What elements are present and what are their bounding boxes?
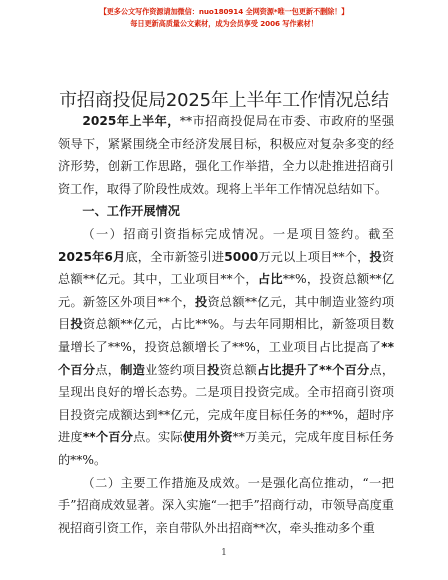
text-run-bold: 占比 [257, 272, 283, 287]
text-run: 资总额**亿元，其中制造业签约项目 [58, 294, 395, 332]
text-run: （一）招商引资指标完成情况。一是项目签约。截至 [82, 226, 394, 241]
intro-paragraph [58, 110, 394, 200]
text-run: **%，投资总额**亿元。新签区外项目**个， [58, 272, 395, 309]
paragraph-indicators [58, 223, 394, 472]
text-run-bold: 5000 [224, 249, 259, 264]
text-run: 资总额**亿元。其中，工业项目**个， [58, 249, 395, 287]
text-run: 点。实际 [133, 430, 183, 445]
text-run-bold: 投 [207, 362, 220, 377]
text-run-bold: 2025年6月 [58, 249, 126, 264]
intro-text: **市招商投促局在市委、市政府的坚强领导下，紧紧围绕全市经济发展目标，积极应对复杂多变的经济形势，创新工作思路，强化工作举措，全力以赴推进招商引资工作，取得了阶段性成效。现将上半年工作情况总结如下。 [58, 114, 395, 196]
text-run-bold: **个百分 [82, 430, 134, 445]
document-title: 市招商投促局2025年上半年工作情况总结 [59, 90, 389, 111]
text-run-bold: 投 [195, 294, 208, 309]
text-run: 资总额 [219, 362, 257, 377]
text-run-bold: 投 [369, 249, 382, 264]
text-run-bold: 占比提升了 [256, 362, 320, 377]
document-body [58, 110, 394, 539]
promo-banner-line-1: 【更多公文写作资源请加微信：nuo180914 全网资源*唯一包更新不删除！】 [99, 7, 349, 16]
text-run: 点，呈现出良好的增长态势。二是项目投资完成。全市招商引资项目投资完成额达到**亿元，完成年度目标任务的**%，超时序进度 [58, 362, 395, 445]
intro-lead: 2025年上半年， [82, 114, 180, 128]
text-run: 资总额**亿元，占比**%。与去年同期相比，新签项目数量增长了**%，投资总额增长了**%，工业项目占比提高了 [58, 317, 395, 354]
text-run: 业签约项目 [145, 362, 208, 377]
text-run-bold: **个百分 [319, 362, 370, 377]
promo-banner [0, 6, 448, 30]
text-run-bold: **个百分 [58, 339, 394, 377]
text-run: **万美元，完成年度目标任务的**%。 [58, 430, 395, 467]
text-run: 点， [95, 362, 121, 377]
promo-banner-line-2: 每日更新高质量公文素材，成为会员享受 2006 写作素材！ [130, 19, 318, 28]
paragraph-measures: （二）主要工作措施及成效。一是强化高位推动，“一把手”招商成效显著。深入实施“一把手”招商行动，市领导高度重视招商引资工作，亲自带队外出招商**次，牵头推动多个重 [58, 475, 394, 535]
page-number: 1 [221, 548, 227, 558]
section-heading: 一、工作开展情况 [82, 204, 180, 219]
text-run-bold: 制造 [120, 362, 146, 377]
text-run: 底，全市新签引进 [125, 249, 225, 264]
text-run: 万元以上项目**个， [258, 249, 370, 264]
text-run-bold: 投 [70, 317, 83, 332]
text-run-bold: 使用外资 [182, 430, 233, 445]
